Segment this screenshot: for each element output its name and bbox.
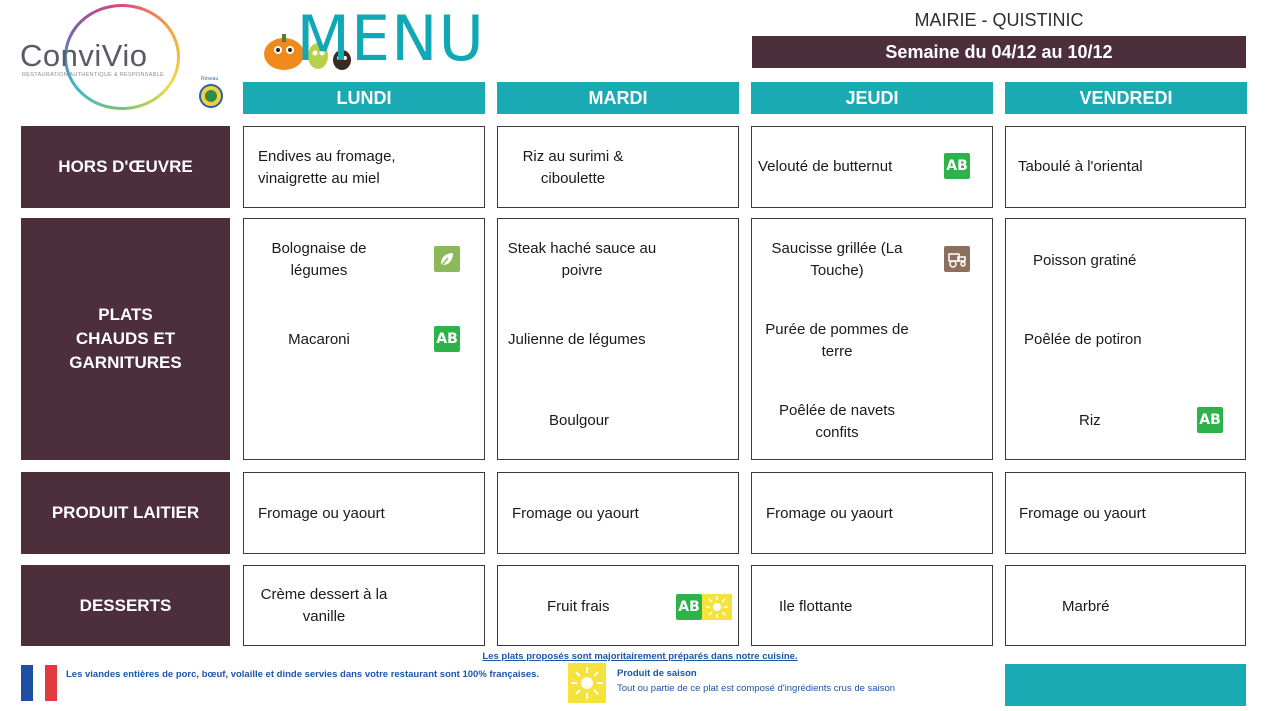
dish-line: vinaigrette au miel <box>258 170 380 187</box>
cell-hors-lundi <box>243 126 485 208</box>
dish-line: Saucisse grillée (La <box>771 240 903 257</box>
day-header-lundi: LUNDI <box>243 82 485 114</box>
dish-name: Fromage ou yaourt <box>766 505 893 522</box>
dish-line: Touche) <box>810 262 864 279</box>
cell-plats-mardi <box>497 218 739 460</box>
dish-line: Steak haché sauce au <box>507 240 657 257</box>
row-label-plats-chauds: PLATS CHAUDS ET GARNITURES <box>21 218 230 460</box>
dish-name: Fromage ou yaourt <box>258 505 385 522</box>
cell-hors-mardi <box>497 126 739 208</box>
day-header-vendredi: VENDREDI <box>1005 82 1247 114</box>
dish-line: vanille <box>302 608 346 625</box>
dish-name: Fromage ou yaourt <box>512 505 639 522</box>
row-label-produit-laitier: PRODUIT LAITIER <box>21 472 230 554</box>
dish-name: Fromage ou yaourt <box>1019 505 1146 522</box>
day-header-jeudi: JEUDI <box>751 82 993 114</box>
bio-ab-icon: AB <box>434 326 460 352</box>
cell-laitier-lundi <box>243 472 485 554</box>
day-header-mardi: MARDI <box>497 82 739 114</box>
menu-title-text: MENU <box>296 2 485 75</box>
dish-line: Poêlée de navets <box>779 402 895 419</box>
dish-line: Bolognaise de <box>271 240 367 257</box>
french-meat-note: Les viandes entières de porc, bœuf, volaille et dinde servies dans votre restaurant sont 100% françaises. <box>66 669 540 680</box>
local-farm-tractor-icon <box>944 246 970 272</box>
row-label-desserts: DESSERTS <box>21 565 230 646</box>
seasonal-product-desc: Tout ou partie de ce plat est composé d'ingrédients crus de saison <box>617 683 896 694</box>
cell-plats-lundi <box>243 218 485 460</box>
seasonal-product-title: Produit de saison <box>617 668 697 679</box>
french-flag-icon <box>21 665 57 701</box>
cell-hors-vendredi <box>1005 126 1246 208</box>
cell-desserts-jeudi <box>751 565 993 646</box>
mairie-name: MAIRIE - QUISTINIC <box>914 10 1084 30</box>
cell-desserts-vendredi <box>1005 565 1246 646</box>
row-label-hors-doeuvre: HORS D'ŒUVRE <box>21 126 230 208</box>
dish-line: poivre <box>561 262 603 279</box>
seasonal-product-sun-icon <box>568 663 606 703</box>
cell-plats-jeudi <box>751 218 993 460</box>
dish-line: Crème dessert à la <box>260 586 388 603</box>
dish-name <box>752 238 922 282</box>
dish-name: Marbré <box>1062 598 1110 615</box>
cell-desserts-mardi <box>497 565 739 646</box>
dish-name: Ile flottante <box>779 598 853 615</box>
vegetarian-leaf-icon <box>434 246 460 272</box>
cell-laitier-jeudi <box>751 472 993 554</box>
bio-ab-icon: AB <box>676 594 702 620</box>
dish-line: ciboulette <box>540 170 606 187</box>
dish-name <box>264 238 374 282</box>
cell-hors-jeudi <box>751 126 993 208</box>
menu-title <box>296 2 485 75</box>
dish-name <box>518 146 628 190</box>
dish-name: Taboulé à l'oriental <box>1018 158 1143 175</box>
dish-name: Riz <box>1079 412 1101 429</box>
dish-name: Velouté de butternut <box>758 158 893 175</box>
dish-name: Poisson gratiné <box>1033 252 1137 269</box>
dish-line: Purée de pommes de <box>765 321 909 338</box>
cell-laitier-mardi <box>497 472 739 554</box>
dish-name <box>258 146 396 190</box>
bio-ab-icon: AB <box>944 153 970 179</box>
cell-plats-vendredi <box>1005 218 1246 460</box>
dish-name: Fruit frais <box>547 598 610 615</box>
bio-ab-icon: AB <box>1197 407 1223 433</box>
dish-name <box>502 238 662 282</box>
convivio-logo-tagline: RESTAURATION AUTHENTIQUE & RESPONSABLE <box>22 72 164 78</box>
convivio-logo-text: ConviVio <box>20 38 148 73</box>
cell-desserts-lundi <box>243 565 485 646</box>
homemade-note-link[interactable]: Les plats proposés sont majoritairement préparés dans notre cuisine. <box>482 651 798 662</box>
dish-name: Boulgour <box>549 412 610 429</box>
dish-name: Poêlée de potiron <box>1024 331 1142 348</box>
cell-laitier-vendredi <box>1005 472 1246 554</box>
dish-line: Endives au fromage, <box>258 148 396 165</box>
dish-line: terre <box>821 343 853 360</box>
footer-teal-block <box>1005 664 1246 706</box>
dish-name: Julienne de légumes <box>508 331 646 348</box>
dish-name <box>752 319 922 363</box>
dish-name: Macaroni <box>288 331 350 348</box>
dish-name <box>752 400 922 444</box>
dish-name <box>249 584 399 628</box>
dish-line: confits <box>815 424 859 441</box>
week-range-banner: Semaine du 04/12 au 10/12 <box>752 36 1246 68</box>
reseau-badge-icon <box>196 82 226 108</box>
reseau-badge-label: Réseau <box>201 76 219 82</box>
seasonal-sun-icon <box>702 594 732 620</box>
dish-line: Riz au surimi & <box>522 148 624 165</box>
dish-line: légumes <box>290 262 348 279</box>
